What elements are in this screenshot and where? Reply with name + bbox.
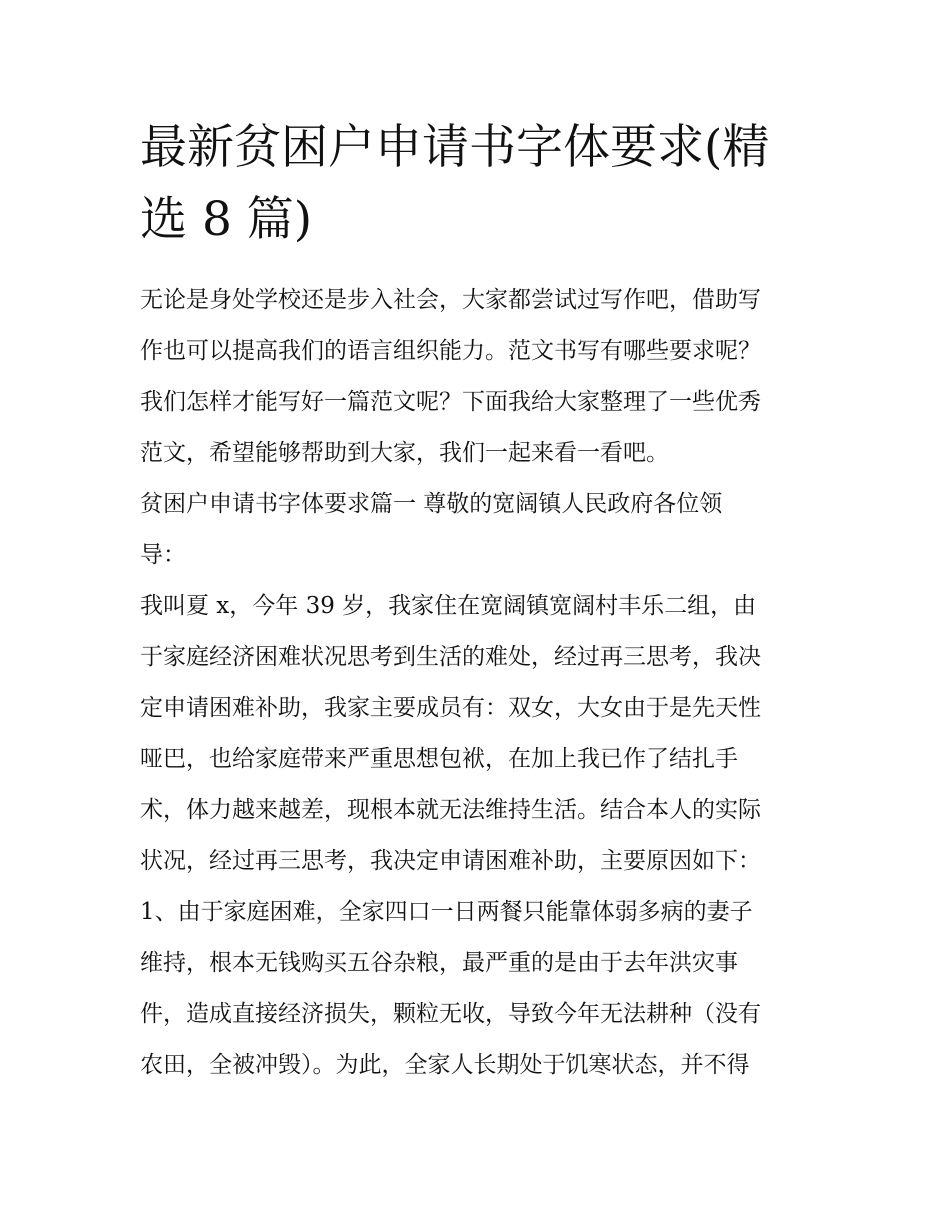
document-title [140,112,830,256]
body-line: 状况，经过再三思考，我决定申请困难补助，主要原因如下： [140,848,761,874]
body-line: 范文，希望能够帮助到大家，我们一起来看一看吧。 [140,440,669,466]
title-line-2: 选 8 篇) [140,192,313,247]
body-line: 件，造成直接经济损失，颗粒无收，导致今年无法耕种（没有 [140,1001,761,1027]
body-line: 我们怎样才能写好一篇范文呢？下面我给大家整理了一些优秀 [140,389,761,415]
body-line: 于家庭经济困难状况思考到生活的难处，经过再三思考，我决 [140,644,761,670]
document-body [140,282,840,1098]
title-line-1: 最新贫困户申请书字体要求(精 [140,120,770,175]
body-line: 1、由于家庭困难，全家四口一日两餐只能靠体弱多病的妻子 [140,899,753,925]
body-line: 农田，全被冲毁）。为此，全家人长期处于饥寒状态，并不得 [140,1052,750,1078]
body-line: 无论是身处学校还是步入社会，大家都尝试过写作吧，借助写 [140,287,761,313]
body-line: 术，体力越来越差，现根本就无法维持生活。结合本人的实际 [140,797,761,823]
body-line: 我叫夏 x，今年 39 岁，我家住在宽阔镇宽阔村丰乐二组，由 [140,593,757,619]
body-line: 贫困户申请书字体要求篇一 尊敬的宽阔镇人民政府各位领 [140,491,723,517]
body-line: 维持，根本无钱购买五谷杂粮，最严重的是由于去年洪灾事 [140,950,738,976]
body-line: 定申请困难补助，我家主要成员有：双女，大女由于是先天性 [140,695,761,721]
body-line: 作也可以提高我们的语言组织能力。范文书写有哪些要求呢？ [140,338,761,364]
body-line: 导： [140,542,186,568]
body-line: 哑巴，也给家庭带来严重思想包袱，在加上我已作了结扎手 [140,746,738,772]
